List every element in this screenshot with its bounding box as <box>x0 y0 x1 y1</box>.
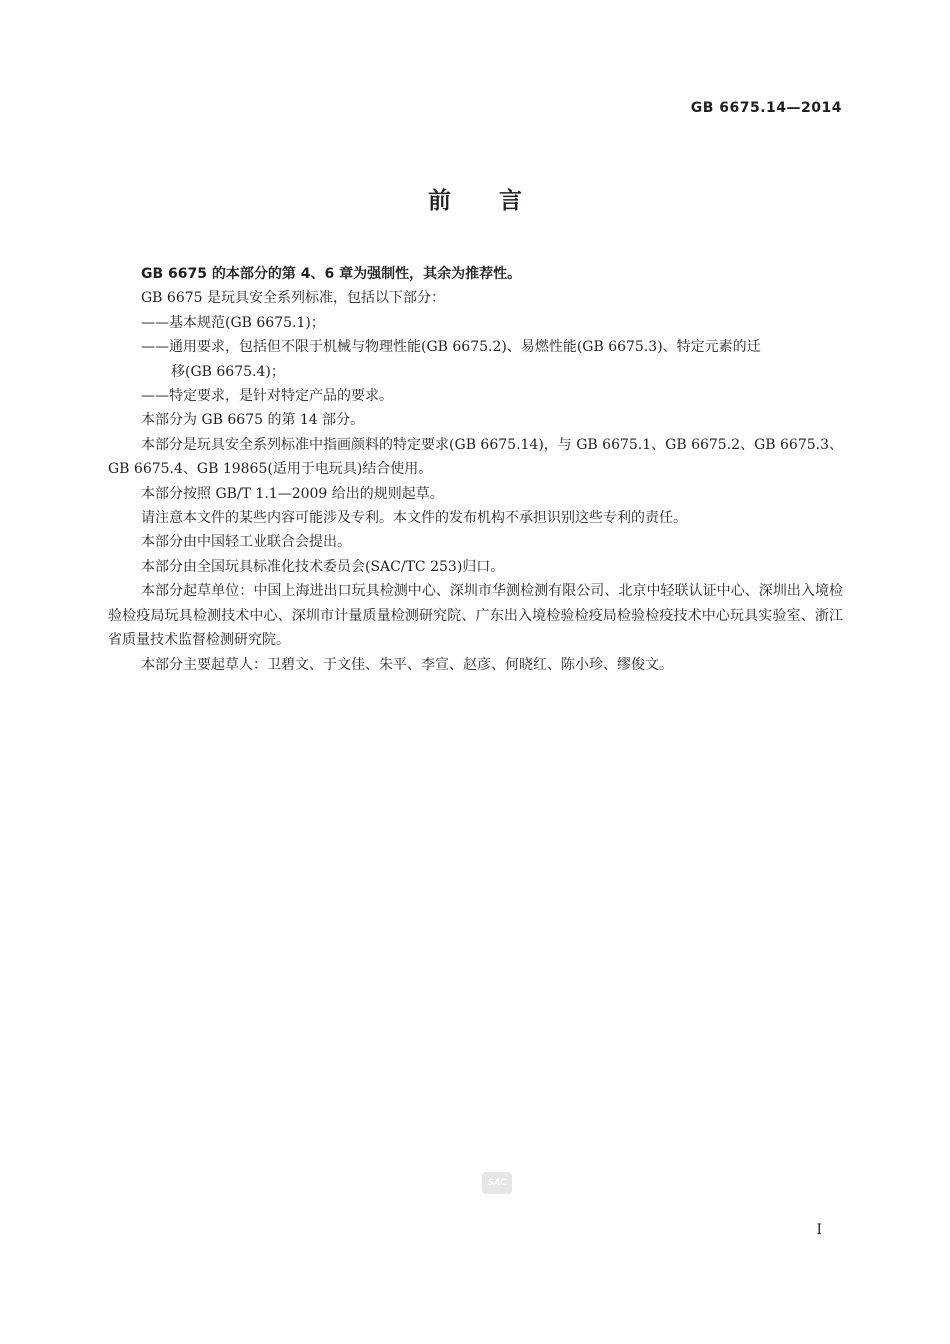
committee-paragraph: 本部分由全国玩具标准化技术委员会(SAC/TC 253)归口。 <box>141 558 505 575</box>
list-item-basic-spec <box>108 311 843 335</box>
scope-paragraph: 本部分是玩具安全系列标准中指画颜料的特定要求(GB 6675.14)，与 GB 6675.1、GB 6675.2、GB 6675.3、GB 6675.4、GB 19865(适用于电玩具)结合使用。 <box>108 436 843 478</box>
page-title: 前言 <box>428 188 570 214</box>
sac-logo-watermark: SAC <box>482 1172 512 1194</box>
list-item-general-requirements <box>108 335 843 384</box>
part-number-paragraph: 本部分为 GB 6675 的第 14 部分。 <box>141 412 365 429</box>
foreword-body <box>108 262 843 677</box>
list-item-specific-requirements <box>108 384 843 408</box>
drafting-units-paragraph: 本部分起草单位：中国上海进出口玩具检测中心、深圳市华测检测有限公司、北京中轻联认证中心、深圳出入境检验检疫局玩具检测技术中心、深圳市计量质量检测研究院、广东出入境检验检疫局检验检疫技术中心玩具实验室、浙江省质量技术监督检测研究院。 <box>108 583 843 649</box>
drafters-paragraph: 本部分主要起草人：卫碧文、于文佳、朱平、李宣、赵彦、何晓红、陈小珍、缪俊文。 <box>141 656 673 673</box>
list-item-text: ——基本规范(GB 6675.1)； <box>141 314 325 331</box>
list-item-text: ——特定要求，是针对特定产品的要求。 <box>141 388 393 405</box>
drafting-rules-paragraph: 本部分按照 GB/T 1.1—2009 给出的规则起草。 <box>141 485 444 502</box>
series-intro-paragraph: GB 6675 是玩具安全系列标准，包括以下部分： <box>141 290 445 307</box>
mandatory-clause-paragraph: GB 6675 的本部分的第 4、6 章为强制性，其余为推荐性。 <box>141 266 522 282</box>
standard-code-header: GB 6675.14—2014 <box>690 100 842 116</box>
list-item-text-continuation: 移(GB 6675.4)； <box>171 363 285 380</box>
proposer-paragraph: 本部分由中国轻工业联合会提出。 <box>141 534 351 551</box>
list-item-text: ——通用要求，包括但不限于机械与物理性能(GB 6675.2)、易燃性能(GB 6675.3)、特定元素的迁 <box>141 339 761 356</box>
page-number: I <box>816 1222 822 1238</box>
patent-notice-paragraph: 请注意本文件的某些内容可能涉及专利。本文件的发布机构不承担识别这些专利的责任。 <box>141 510 687 527</box>
